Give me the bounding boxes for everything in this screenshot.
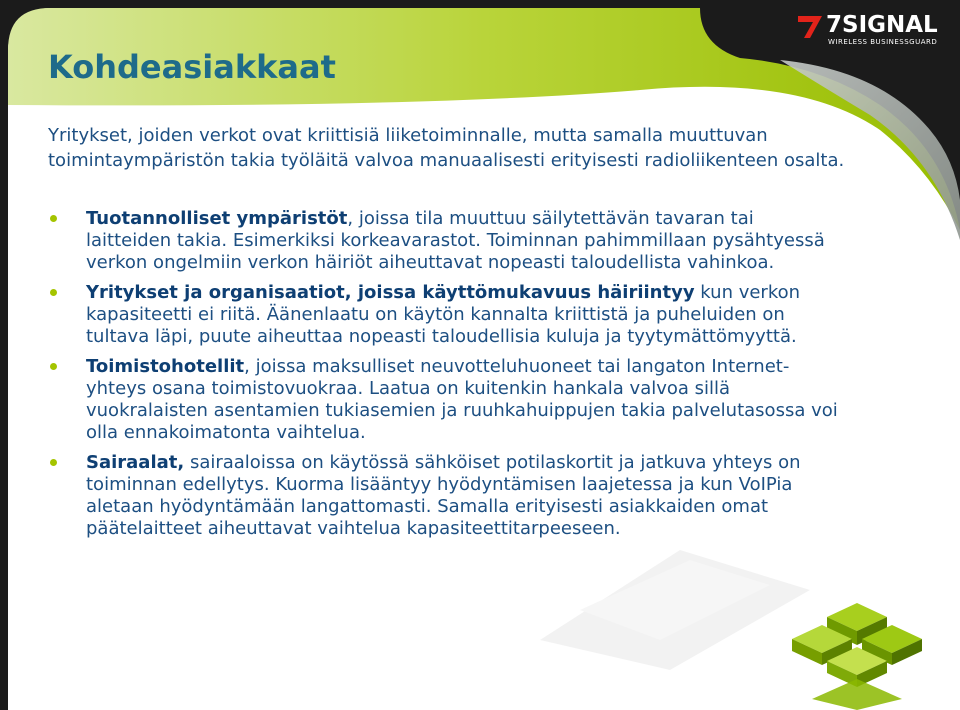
bullet-list — [48, 208, 838, 548]
list-item — [48, 282, 838, 348]
logo-name: 7SIGNAL — [826, 12, 938, 38]
7signal-logo-icon — [796, 14, 824, 40]
list-item — [48, 208, 838, 274]
bullet-dot-icon — [50, 363, 57, 370]
bullet-dot-icon — [50, 459, 57, 466]
7signal-logo — [796, 14, 946, 48]
bullet-lead: Toimistohotellit — [86, 356, 245, 377]
bullet-lead: Yritykset ja organisaatiot, joissa käyttömukavuus häiriintyy — [86, 282, 695, 303]
bullet-lead: Sairaalat, — [86, 452, 185, 473]
bullet-text: sairaaloissa on käytössä sähköiset potilaskortit ja jatkuva yhteys on toiminnan edellytys. Kuorma lisääntyy hyödyntämisen laajetessa ja kun VoIPia aletaan hyödyntämään langattomasti. Samalla erityisesti asiakkaiden omat päätelaitteet aiheuttavat vaihtelua kapasiteettitarpeeseen. — [86, 452, 801, 539]
bullet-dot-icon — [50, 289, 57, 296]
bullet-text: kun verkon kapasiteetti ei riitä. Äänenlaatu on käytön kannalta kriittistä ja puheluiden on tultava läpi, puute aiheuttaa nopeasti taloudellisia kuluja ja tyytymättömyyttä. — [86, 282, 801, 347]
logo-tagline: WIRELESS BUSINESSGUARD — [828, 38, 938, 46]
bullet-dot-icon — [50, 215, 57, 222]
green-cubes-icon — [782, 595, 932, 710]
bullet-text: , joissa maksulliset neuvotteluhuoneet tai langaton Internet-yhteys osana toimistovuokraa. Laatua on kuitenkin hankala valvoa sillä vuokralaisten asentamien tukiasemien ja ruuhkahuippujen takia palvelutasossa voi olla ennakoimatonta vaihtelua. — [86, 356, 838, 443]
list-item — [48, 356, 838, 444]
intro-paragraph: Yritykset, joiden verkot ovat kriittisiä liiketoiminnalle, mutta samalla muuttuvan toimintaympäristön takia työläitä valvoa manuaalisesti erityisesti radioliikenteen osalta. — [48, 125, 845, 171]
list-item — [48, 452, 838, 540]
bullet-text: , joissa tila muuttuu säilytettävän tavaran tai laitteiden takia. Esimerkiksi korkeavarastot. Toiminnan pahimmillaan pysähtyessä verkon ongelmiin verkon häiriöt aiheuttavat nopeasti taloudellista vahinkoa. — [86, 208, 825, 273]
bullet-lead: Tuotannolliset ympäristöt — [86, 208, 348, 229]
page-title: Kohdeasiakkaat — [48, 48, 336, 86]
